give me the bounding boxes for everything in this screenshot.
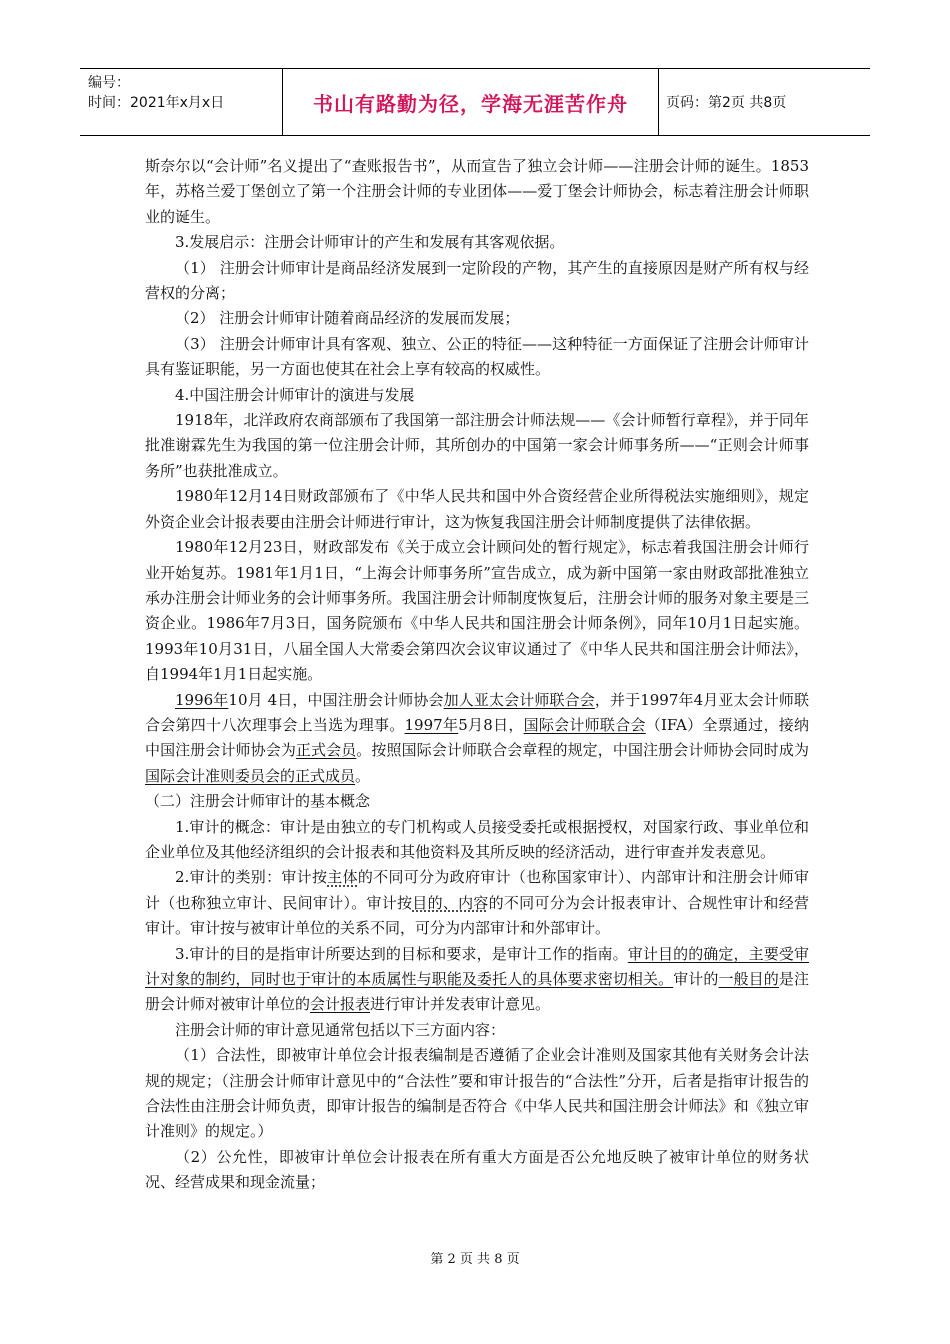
underlined-text: 审计目的的确定，主要受审计对象的制约，同时也于审计的本质属性与职能及委托人的具体要求密切相关。 <box>145 944 809 988</box>
header-page-number: 页码：第2页 共8页 <box>666 95 787 111</box>
paragraph: （1） 注册会计师审计是商品经济发展到一定阶段的产物，其产生的直接原因是财产所有权与经营权的分离； <box>145 258 809 303</box>
paragraph <box>145 865 809 941</box>
text-run: 。按照国际会计师联合会章程的规定，中国注册会计师协会同时成为 <box>356 741 809 760</box>
text-run: 的不同可分为会计报表审计、合规性审计和经营审计。审计按与被审计单位的关系不同，可分为内部审计和外部审计。 <box>145 893 809 938</box>
emphasis-text: 目的、内容 <box>412 893 489 912</box>
text-run: 审计的 <box>673 970 719 988</box>
subheading: 4.中国注册会计师审计的演进与发展 <box>175 385 415 404</box>
text-run: 2.审计的类别：审计按 <box>175 868 328 887</box>
text-run: 3.审计的目的是指审计所要达到的目标和要求，是审计工作的指南。 <box>175 944 628 963</box>
page-header <box>80 68 870 136</box>
paragraph <box>145 942 809 1018</box>
paragraph: 3.发展启示：注册会计师审计的产生和发展有其客观依据。 <box>175 233 565 252</box>
text-run: 10月 4日，中国注册会计师协会 <box>228 690 444 709</box>
paragraph: 1980年12月23日，财政部发布《关于成立会计顾问处的暂行规定》，标志着我国注册会计师行业开始复苏。1981年1月1日，“上海会计师事务所”宣告成立，成为新中国第一家由财政部批准独立承办注册会计师业务的会计师事务所。我国注册会计师制度恢复后，注册会计师的服务对象主要是三资企业。1986年7月3日，国务院颁布《中华人民共和国注册会计师条例》，同年10月1日起实施。1993年10月31日，八届全国人大常委会第四次会议审议通过了《中华人民共和国注册会计师法》，自1994年1月1日起实施。 <box>145 538 809 684</box>
paragraph: （2） 注册会计师审计随着商品经济的发展而发展； <box>175 309 520 328</box>
paragraph: 1918年，北洋政府农商部颁布了我国第一部注册会计师法规——《会计师暂行章程》，并于同年批准谢霖先生为我国的第一位注册会计师，其所创办的中国第一家会计师事务所——“正则会计师事务所”也获批准成立。 <box>145 411 809 480</box>
text-run: ，并于1997年4月亚太会计师联合会第四十八次理事会上当选为理事。 <box>145 690 809 734</box>
header-meta <box>88 73 280 113</box>
section-heading: （二）注册会计师审计的基本概念 <box>145 792 371 811</box>
paragraph: 1.审计的概念：审计是由独立的专门机构或人员接受委托或根据授权，对国家行政、事业单位和企业单位及其他经济组织的会计报表和其他资料及其所反映的经济活动，进行审查并发表意见。 <box>145 817 809 861</box>
paragraph: （2）公允性，即被审计单位会计报表在所有重大方面是否公允地反映了被审计单位的财务状况、经营成果和现金流量； <box>145 1147 809 1192</box>
doc-number-label: 编号： <box>88 75 130 91</box>
paragraph: 1980年12月14日财政部颁布了《中华人民共和国中外合资经营企业所得税法实施细则》，规定外资企业会计报表要由注册会计师进行审计，这为恢复我国注册会计师制度提供了法律依据。 <box>145 487 809 531</box>
text-run: （IFA）全票通过，接纳中国注册会计师协会为 <box>145 715 809 760</box>
text-run: 。 <box>355 766 371 785</box>
underlined-text: 国际会计师联合会 <box>523 715 646 734</box>
paragraph: 注册会计师的审计意见通常包括以下三方面内容： <box>175 1020 506 1039</box>
underlined-text: 会计报表 <box>310 995 371 1014</box>
text-run: 的不同可分为政府审计（也称国家审计）、内部审计和注册会计师审计（也称独立审计、民间审计）。审计按 <box>145 868 809 912</box>
paragraph: （1）合法性，即被审计单位会计报表编制是否遵循了企业会计准则及国家其他有关财务会计法规的规定；（注册会计师审计意见中的“合法性”要和审计报告的“合法性”分开，后者是指审计报告的合法性由注册会计师负责，即审计报告的编制是否符合《中华人民共和国注册会计师法》和《独立审计准则》的规定。） <box>145 1046 809 1141</box>
document-body <box>145 154 809 1196</box>
text-run: 是注册会计师对被审计单位的 <box>145 970 809 1014</box>
page-footer: 第 2 页 共 8 页 <box>430 1252 520 1267</box>
paragraph <box>145 688 809 790</box>
text-run: 进行审计并发表审计意见。 <box>370 995 551 1014</box>
paragraph: 斯奈尔以“会计师”名义提出了“查账报告书”，从而宣告了独立会计师——注册会计师的诞生。1853年，苏格兰爱丁堡创立了第一个注册会计师的专业团体——爱丁堡会计师协会，标志着注册会计师职业的诞生。 <box>145 157 809 226</box>
underlined-text: 一般目的 <box>718 970 779 988</box>
text-run: 5月8日， <box>458 715 524 734</box>
underlined-text: 1996年 <box>175 690 229 709</box>
doc-date-label: 时间：2021年x月x日 <box>88 95 225 111</box>
underlined-text: 正式会员 <box>295 741 357 760</box>
underlined-text: 1997年 <box>404 715 459 734</box>
underlined-text: 国际会计准则委员会的正式成员 <box>145 766 356 785</box>
paragraph: （3） 注册会计师审计具有客观、独立、公正的特征——这种特征一方面保证了注册会计师审计具有鉴证职能，另一方面也使其在社会上享有较高的权威性。 <box>145 334 809 379</box>
emphasis-text: 主体 <box>327 868 358 887</box>
underlined-text: 加人亚太会计师联合会 <box>443 690 595 709</box>
header-motto: 书山有路勤为径，学海无涯苦作舟 <box>313 91 628 116</box>
header-divider <box>658 69 659 135</box>
